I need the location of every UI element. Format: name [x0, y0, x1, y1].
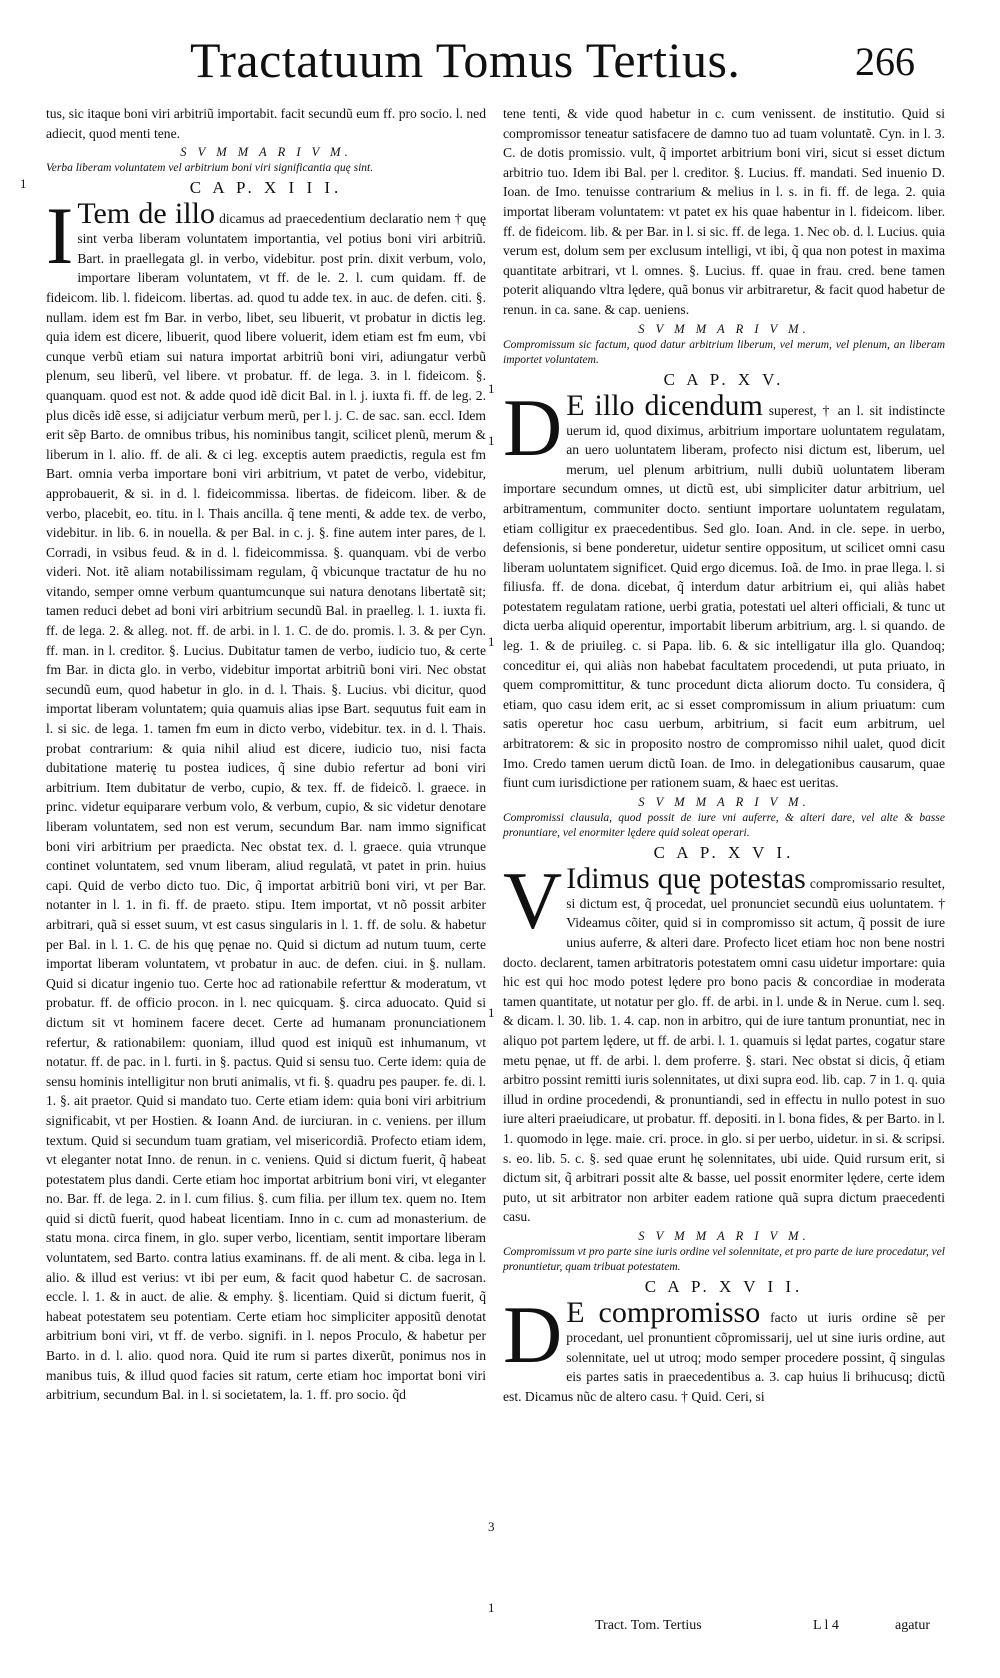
chapter-body — [503, 854, 945, 1227]
drop-capital: D — [503, 1288, 563, 1380]
chapter-lead-words: E illo dicendum — [566, 388, 763, 422]
drop-capital: D — [503, 381, 563, 473]
chapter-heading: C A P. X I I I. — [189, 178, 343, 198]
right-intro-text: tene tenti, & vide quod habetur in c. cum venissent. de institutio. Quid si compromissor teneatur satisfacere de damno tuo ad tuam voluntatẽ. Cyn. in l. 3. C. de dotis promissio. vult, q̃ importet arbitrium boni viri, sicut si esset dictum arbitrio tuo. Idem ibi Bal. per l. creditor. §. Lucius. ff. mandati. Sed inuenio D. Ioan. de Imo. tenuisse contrarium & melius in l. s. in fi. ff. de lega. 2. quia importat liberam voluntatem: vt patet ex his quae habentur in l. fideicom. liber. ff. de fideicom. lib. & per Bar. in l. si sic. ff. de lega. 1. Nec ob. d. l. Lucius. quia verum est, dolum sem per exclusum intelligi, vt ibi, q̃ qua non potest in maxima quantitate arbitrari, vt l. omnes. §. Lucius. ff. quae in frau. cred. bene tamen poterit aliquando vltra lędere, quã bonus vir arbitraretur, & facit quod habetur de renun. in ca. sane. & cap. ueniens. — [503, 106, 945, 317]
chapter-text: dicamus ad praecedentium declaratio nem † quę sint verba liberam voluntatem importantia, vel potius boni viri arbitriũ. Bart. in praellegata gl. in verbo, videbitur. post prin. dixit verbum, volo, importare liberam voluntatem, vt ff. de le. 2. l. cum quidam. ff. de fideicom. lib. l. fideicom. libertas. ad. quod tu adde tex. in auc. de defen. citi. §. nullam. idem est fm Bar. in verbo, libet, seu libuerit, vt probatur in dictis leg. quia idem est dicere, libuerit, quod libere voluerit, idem etiam est fm eum, vbi cunque verbũ etiam sui natura importat arbitriũ boni viri, adiungatur verbũ plenum, seu liberũ, vel libere. vt probatur. ff. de lega. 3. in l. fideicom. §. quanquam. quod est not. & adde quod idẽ dicit Bal. in l. j. iuxta fi. ff. de leg. 2. plus dicẽs idẽ esse, si adijciatur verbum merũ, per l. j. C. de sac. san. eccl. Idem erit sẽp Barto. de omnibus tribus, his nominibus tangit, scilicet plenũ, merum & liberum in l. alio. ff. de ali. & ci leg. exceptis autem praedictis, regula est fm Bart. omnia verba importare boni viri arbitrium, vt patet de verbo, videbitur, approbauerit, & si. in d. l. fideicommissa. libertas. de fideicom. liber. & de verbo, placebit, eo. titu. in l. Thais ancilla. q̃ tene menti, & adde tex. de verbo, videbitur. in lib. 6. in nouella. & per Bal. in c. j. §. fine autem inter pares, de l. Corradi, in vsibus feud. & in d. l. fideicommissa. §. quanquam. vbi de verbo videri. Not. itẽ aliam notabilissimam regulam, q̃ vbicunque tractatur de hu no vitando, semper omne verbum quantumcunque sui natura denotans libertatẽ sit; tamen reduci debet ad boni viri arbitrium secundũ Bal. in praelleg. l. 1. iuxta fi. ff. de lega. 2. & alleg. not. ff. de arbi. in l. 1. C. de do. promis. l. 3. & per Cyn. ff. man. in l. creditor. §. Lucius. Dubitatur tamen de verbo, iudicio tuo, & certe fm Bar. in dicta glo. in verbo, videbitur importat arbitriũ boni viri. Nec obstat secundũ eum, quod habetur in glo. in d. l. Thais. §. Lucius. vbi dicitur, quod importat liberam voluntatem; quia quamuis alias ipse Bart. sequutus fuit eam in l. si sic. de lega. 1. tamen fm eum in dicto verbo, videbitur. tex. in d. l. Thais. probat contrarium: & quia nihil aliud est dicere, iudicio tuo, nisi facta dubitatione materię tu postea iudices, q̃ sine dubio refertur ad boni viri arbitrium. Item dubitatur de verbo, cupio, & tex. ff. de fideicõ. l. graece. in princ. videtur equiparare verbum volo, & verbum, cupio, & sic videtur denotare liberam voluntatem, sed non est verum, secundum Bar. nam immo significat boni viri arbitrium per praedicta. Nec obstat tex. d. l. graece. quia vtrunque continet voluntatem, sed vnum liberam, aliud regulatã, vt patet in prin. huius capi. Quid de verbo dicto tuo. Dic, q̃ importat arbitriũ boni viri, vt per Bar. notanter in l. 1. in fi. ff. de praeto. stipu. Item importat, vt nõ possit arbiter arbitrari, quã si esset suum, vt est casus singularis in l. 1. ff. de solu. & habetur per Bal. in l. 1. C. de his quę pęnae no. Quid si dictum ad nutum tuum, certe importat liberam voluntatem, vt probatur in auc. de defen. ciui. in §. nullam. Quid si dicatur ingenio tuo. Certe hoc ad rationabile referttur & moderatum, vt probatur. ff. de officio procon. in l. nec quicquam. §. circa aduocato. Quid si dictum sit vt hominem facere decet. Certe ad humanam pronunciationem refertur, & rationabilem: quoniam, illud quod est iniquũ est inhumanum, vt notatur. ff. de pac. in l. furti. in §. pactus. Quid si sensu tuo. Certe idem: quia de sensu hominis intelligitur non bruti animalis, vt fi. §. quadru pes pauper. fe. di. l. 1. §. ait praetor. Quid si mandato tuo. Certe etiam idem: quia boni viri arbitrium significabit, vt per Hostien. & Ioann And. de iurciuran. in c. veniens. per illum textum. Quid si secundum tuam gratiam, vel misericordiã. Profecto etiam idem, vt eleganter notat Inno. de renun. in c. veniens. Quid si dictum fuerit, q̃ habeat potestatem plus dandi. Certe etiam hoc importat arbitrium boni viri, vt eleganter no. Bar. ff. de lega. 2. in l. cum filius. §. cum filia. per illum tex. quem no. Item quid si dictũ fuerit, quod habeat licentiam. Inno in c. cum ad monasterium. de statu mona. circa finem, in glo. super verbo, licentiam, sentit importare liberam voluntatem, sed Barto. contra latius examinans. ff. de ali ment. & ciba. lega in l. alio. & illud est verius: vt ibi per eum, & facit quod habetur C. de sacrosan. eccle. l. 1. & in auct. de alie. & emphy. §. licentiam. Quid si dictum fuerit, q̃ habeat potestatem seu potentiam. Certe etiam hoc simpliciter appositũ denotat arbitrium boni viri, vt ff. de verbo. signifi. in l. nepos Proculo, & habetur per Barto. in d. l. alio. quod nora. Quid ite rum si partes dixerũt, ponimus nos in manibus tuis, & illud quod facies sit ratum, certe etiam hoc importat boni viri arbitrium, secundum Bal. in l. si societatem, la. 1. ff. pro socio. q̃d — [46, 211, 487, 1403]
chapter-body — [46, 190, 487, 1405]
summarium-text: Verba liberam voluntatem vel arbitrium boni viri significantia quę sint. — [46, 162, 374, 175]
left-intro-text: tus, sic itaque boni viri arbitriũ importabit. facit secundũ eum ff. pro socio. l. ned adiecit, quod menti tene. — [46, 106, 486, 141]
chapter-body — [503, 1288, 945, 1406]
chapter-text: superest, † an l. sit indistincte uerum id, quod diximus, arbitrium importare uoluntatem regulatam, an uero uoluntatem liberam, profecto nisi dictum est, liberum, uel merum, uel plenum arbitrium, nulli dubiũ uoluntatem liberam importare secundum omnes, ut dictũ est, ubi simpliciter datur arbitrium, uel arbitramentum, communiter docto. sentiunt importare uoluntatem regulatam, etiam colligitur ex praecedentibus. Sed glo. Ioan. And. in cle. sepe. in uerbo, defensionis, si bene ponderetur, uidetur sentire oppositum, ut scilicet omni casu liberam uoluntatem significet. Quid ergo dicemus. Ioã. de Imo. in prae llega. l. si filiusfa. ff. de dona. dicebat, q̃ interdum datur arbitrium ei, qui aliàs habet potestatem regulatam ratione, uerbi gratia, potestati uel alteri officiali, & tunc ut dicta uerba aliquid operentur, importabit liberum arbitrium, arg. l. si quando. de leg. 1. & de priuileg. c. si Papa. lib. 6. & sic intelligatur illa glo. Quandoq; conceditur ei, qui aliàs non habebat facultatem procedendi, ut puta priuato, in quem compromittitur, & tunc procedunt dicta aliorum docto. Tu considera, q̃ etiam, quo casu idem erit, ac si esset compromissum in alium priuatum: cum satis operetur hoc casu uerbum, arbitrium, si facit eum arbitrum, uel arbitratorem: & sic in proposito nostro de compromisso nihil ualet, quod dicit Imo. Credo tamen uerum dictũ Ioan. de Imo. in delegationibus causarum, quae fiunt cum iurisdictione per rationem suam, & haec est ueritas. — [503, 402, 945, 791]
chapter-lead-words: Tem de illo — [77, 197, 215, 231]
summarium-label: S V M M A R I V M. — [638, 794, 810, 809]
chapter-heading: C A P. X V. — [663, 369, 785, 389]
margin-note-number: 1 — [488, 381, 495, 396]
signature-mark: L l 4 — [813, 1618, 839, 1633]
drop-capital: I — [46, 190, 74, 282]
catchword: agatur — [895, 1618, 930, 1633]
drop-capital: V — [503, 854, 563, 946]
page-number: 266 — [855, 39, 915, 84]
summarium-text: Compromissi clausula, quod possit de iure vni auferre, & alteri dare, vel alte & basse pronuntiare, vel enormiter lędere quid soleat operari. — [503, 811, 945, 839]
chapter-heading: C A P. X V I I. — [644, 1276, 804, 1296]
catchline-title: Tract. Tom. Tertius — [595, 1618, 702, 1633]
running-head — [0, 30, 1000, 100]
right-column — [503, 104, 945, 1406]
margin-note-number: 3 — [488, 1519, 495, 1534]
margin-note-number: 1 — [488, 634, 495, 649]
margin-note-number: 1 — [488, 1005, 495, 1020]
summarium-label: S V M M A R I V M. — [638, 321, 810, 336]
summarium-text: Compromissum sic factum, quod datur arbitrium liberum, vel merum, vel plenum, an liberam importet voluntatem. — [503, 338, 945, 366]
chapter-heading: C A P. X V I. — [653, 842, 795, 862]
margin-note-number: 1 — [488, 433, 495, 448]
running-title: Tractatuum Tomus Tertius. — [190, 32, 741, 88]
chapter-text: facto ut iuris ordine sẽ per procedant, uel pronuntient cõpromissarij, uel ut sine iuris ordine, aut solennitate, uel ut utroq; modo semper procedere possint, q̃ singulas eis partes satis in praecedentibus a. 3. cap huius li brihucusq; dictũ est. Dicamus nũc de altero casu. † Quid. Ceri, si — [503, 1309, 945, 1404]
summarium-text: Compromissum vt pro parte sine iuris ordine vel solennitate, et pro parte de iure procedatur, vel pronuntietur, quam tribuat potestatem. — [503, 1245, 945, 1273]
margin-note-number: 1 — [20, 176, 27, 191]
margin-note-number: 1 — [488, 1600, 495, 1615]
catchline — [595, 1618, 935, 1634]
chapter-lead-words: Idimus quę potestas — [566, 861, 806, 895]
left-column — [46, 104, 486, 1405]
summarium-label: S V M M A R I V M. — [638, 1228, 810, 1243]
summarium-label: S V M M A R I V M. — [180, 145, 352, 160]
chapter-lead-words: E compromisso — [566, 1295, 761, 1329]
chapter-text: compromissario resultet, si dictum est, q̃ procedat, uel pronunciet secundũ eius uoluntatem. † Videamus cõiter, quid si in compromisso sit actum, q̃ possit de iure unius auferre, & alteri dare. Profecto licet etiam hoc non bene nostri docto. declarent, tamen arbitratoris potestatem omni casu uidetur importare: quia hic est qui hoc modo potest lędere pro bono pacis & concordiae in moderata tamen quantitate, ut notatur per glo. ff. de arbi. in l. unde & in Nerue. cum l. seq. & dicam. l. 30. lib. 1. 4. cap. non in arbitro, qui de iure tantum pronuntiat, nec in aliquo pot partem lędere, ut ff. de arbi. l. 1. quamuis si lędat partes, cogatur stare metu pęnae, ut ff. de arbi. l. dem proferre. §. stari. Nec obstat si dicis, q̃ etiam arbitro possint remitti iuris solennitates, ut dixi supra eod. lib. cap. 7 in 1. q. quia illud in ordine procedendi, & pronuntiandi, sed in effectu in nullo potest in suo iure alteri praeiudicare, ut probatur. ff. depositi. in l. bona fides, & per Barto. in l. 1. quomodo in lęge. maie. cri. proce. in glo. si per uerbo, uidetur. in si. & scripsi. s. eo. lib. 5. c. §. sed quae erunt hę solennitates, ubi uide. Quid rursum erit, si dictum sit, q̃ arbitrari possit alte & basse, uel possit enormiter lędere, certe idem puto, ut sit arbitrator non arbiter eadem ratione quã supra dictum praecedenti casu. — [503, 875, 945, 1225]
chapter-body — [503, 381, 945, 793]
